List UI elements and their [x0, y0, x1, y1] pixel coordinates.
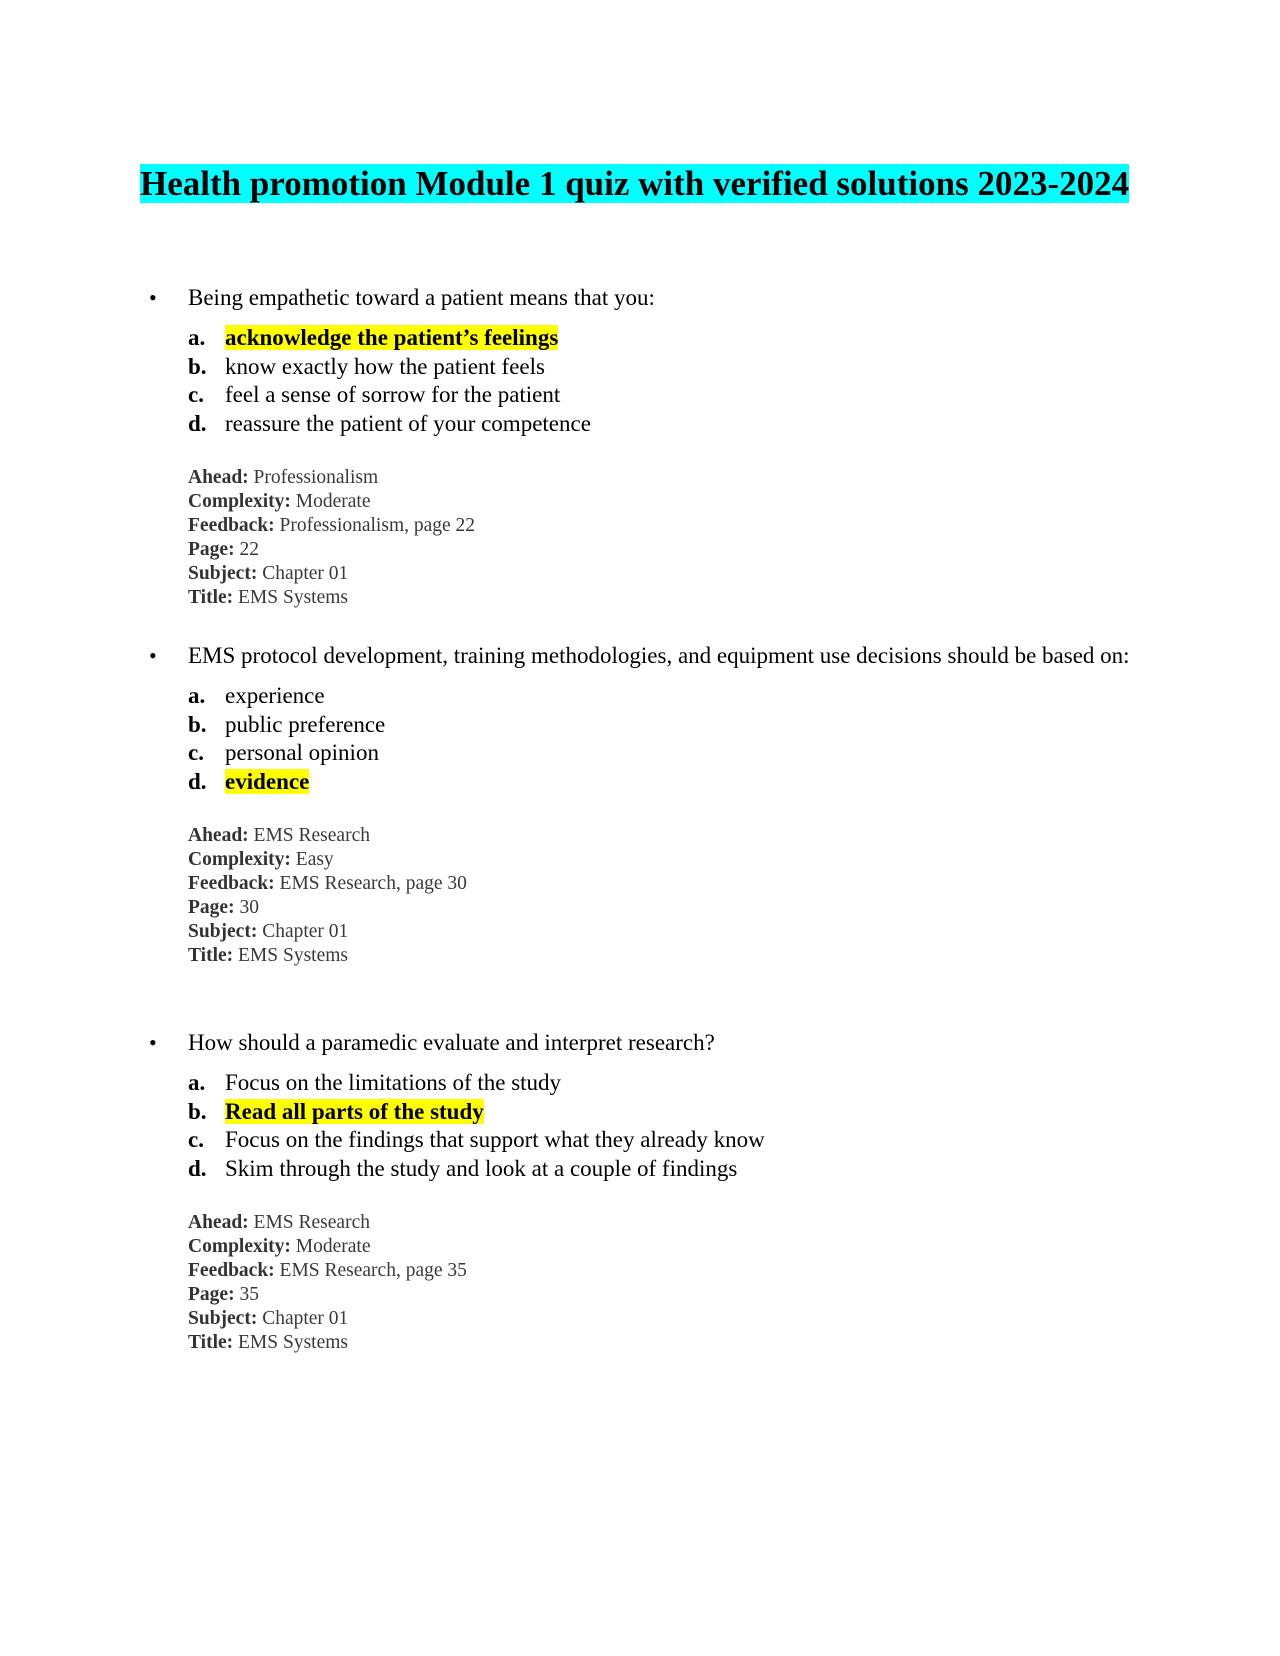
option-d [188, 768, 1140, 797]
bullet-icon: • [149, 643, 157, 668]
meta-complexity: Complexity: Moderate [188, 1236, 371, 1257]
option-letter: a. [188, 325, 206, 350]
option-a [188, 682, 1140, 711]
document-title-text: Health promotion Module 1 quiz with verified solutions 2023-2024 [140, 164, 1130, 203]
option-letter: b. [188, 353, 207, 379]
option-d [188, 1155, 1140, 1184]
option-letter: a. [188, 683, 206, 708]
question-1 [140, 283, 1140, 610]
meta-title: Title: EMS Systems [188, 945, 348, 966]
option-letter: a. [188, 1070, 206, 1095]
option-text: personal opinion [225, 740, 379, 765]
meta-ahead: Ahead: Professionalism [188, 467, 379, 488]
question-metadata [140, 1211, 1140, 1355]
option-text: public preference [225, 711, 386, 737]
option-text: reassure the patient of your competence [225, 410, 591, 436]
answer-options [140, 324, 1140, 438]
option-text: feel a sense of sorrow for the patient [225, 382, 561, 407]
option-text: Skim through the study and look at a couple of findings [225, 1155, 738, 1181]
meta-complexity: Complexity: Easy [188, 849, 334, 870]
meta-page: Page: 35 [188, 1284, 259, 1305]
bullet-icon: • [149, 1030, 157, 1055]
option-text: know exactly how the patient feels [225, 353, 545, 379]
question-metadata [140, 824, 1140, 968]
option-letter: c. [188, 1127, 204, 1152]
option-letter: c. [188, 740, 204, 765]
meta-page: Page: 22 [188, 539, 259, 560]
meta-subject: Subject: Chapter 01 [188, 1308, 349, 1329]
answer-options [140, 682, 1140, 796]
meta-title: Title: EMS Systems [188, 1332, 348, 1353]
meta-feedback: Feedback: Professionalism, page 22 [188, 515, 476, 536]
question-stem [140, 1028, 1140, 1057]
question-3 [140, 1028, 1140, 1355]
option-a [188, 324, 1140, 353]
option-letter: d. [188, 768, 207, 794]
meta-page: Page: 30 [188, 897, 259, 918]
option-text: Focus on the findings that support what they already know [225, 1127, 765, 1152]
meta-complexity: Complexity: Moderate [188, 491, 371, 512]
meta-ahead: Ahead: EMS Research [188, 1212, 370, 1233]
bullet-icon: • [149, 285, 157, 310]
option-text: Focus on the limitations of the study [225, 1070, 562, 1095]
meta-ahead: Ahead: EMS Research [188, 825, 370, 846]
question-text: Being empathetic toward a patient means that you: [188, 285, 655, 310]
option-text: experience [225, 683, 325, 708]
option-a [188, 1069, 1140, 1098]
question-stem [140, 641, 1140, 670]
option-c [188, 739, 1140, 768]
question-text: EMS protocol development, training methodologies, and equipment use decisions should be based on: [188, 643, 1130, 668]
meta-subject: Subject: Chapter 01 [188, 921, 349, 942]
correct-answer-text: Read all parts of the study [225, 1098, 484, 1124]
question-stem [140, 283, 1140, 312]
correct-answer-text: evidence [225, 768, 310, 794]
option-letter: d. [188, 1155, 207, 1181]
question-2 [140, 641, 1140, 968]
meta-feedback: Feedback: EMS Research, page 30 [188, 873, 467, 894]
option-letter: c. [188, 382, 204, 407]
option-c [188, 1126, 1140, 1155]
option-letter: b. [188, 1098, 207, 1124]
meta-feedback: Feedback: EMS Research, page 35 [188, 1260, 467, 1281]
meta-subject: Subject: Chapter 01 [188, 563, 349, 584]
option-c [188, 381, 1140, 410]
correct-answer-text: acknowledge the patient’s feelings [225, 325, 559, 350]
question-text: How should a paramedic evaluate and interpret research? [188, 1030, 715, 1055]
document-title [140, 162, 1140, 205]
question-metadata [140, 466, 1140, 610]
option-b [188, 353, 1140, 382]
option-d [188, 410, 1140, 439]
option-b [188, 1098, 1140, 1127]
option-letter: d. [188, 410, 207, 436]
meta-title: Title: EMS Systems [188, 587, 348, 608]
answer-options [140, 1069, 1140, 1183]
option-letter: b. [188, 711, 207, 737]
option-b [188, 711, 1140, 740]
